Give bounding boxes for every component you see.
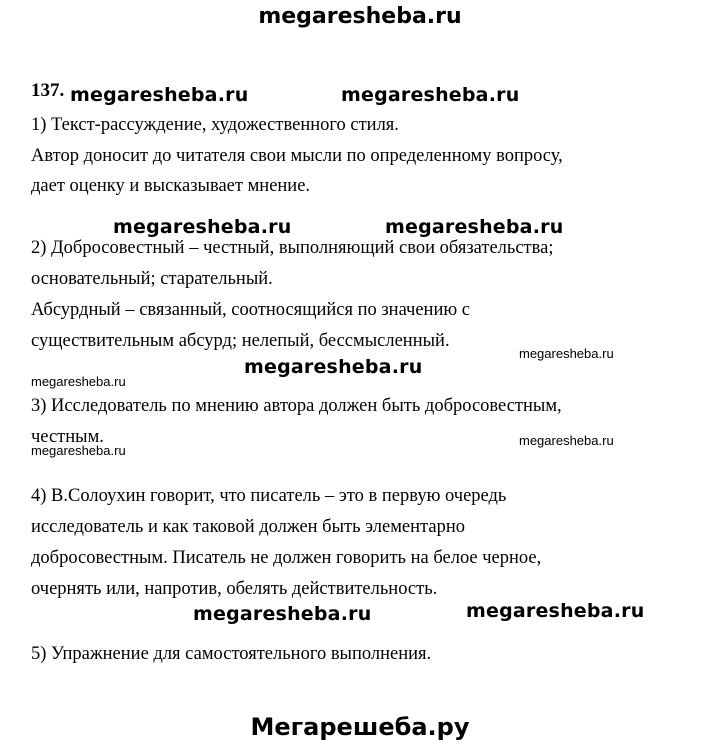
exercise-number: 137.: [31, 80, 65, 101]
watermark-small: megaresheba.ru: [31, 443, 126, 458]
answer-4-line-2: исследователь и как таковой должен быть элементарно: [31, 517, 465, 537]
answer-4-line-4: очернять или, напротив, обелять действительность.: [31, 579, 438, 599]
answer-4-line-1: 4) В.Солоухин говорит, что писатель – это в первую очередь: [31, 486, 507, 506]
answer-1-line-3: дает оценку и высказывает мнение.: [31, 176, 311, 196]
watermark: megaresheba.ru: [466, 600, 645, 622]
watermark: megaresheba.ru: [70, 84, 249, 106]
watermark: megaresheba.ru: [385, 216, 564, 238]
watermark-small: megaresheba.ru: [519, 433, 614, 448]
answer-2-line-4: существительным абсурд; нелепый, бессмысленный.: [31, 331, 450, 351]
answer-4-line-3: добросовестным. Писатель не должен говорить на белое черное,: [31, 548, 542, 568]
page-header-site: megaresheba.ru: [258, 4, 462, 29]
watermark: megaresheba.ru: [113, 216, 292, 238]
watermark: megaresheba.ru: [341, 84, 520, 106]
answer-3-line-2: честным.: [31, 427, 104, 447]
watermark-small: megaresheba.ru: [31, 374, 126, 389]
answer-2-line-3: Абсурдный – связанный, соотносящийся по значению с: [31, 300, 471, 320]
answer-1-line-2: Автор доносит до читателя свои мысли по определенному вопросу,: [31, 146, 563, 166]
page-footer-site: Мегарешеба.ру: [250, 713, 470, 741]
answer-5-line-1: 5) Упражнение для самостоятельного выполнения.: [31, 644, 432, 664]
answer-3-line-1: 3) Исследователь по мнению автора должен быть добросовестным,: [31, 396, 562, 416]
answer-2-line-1: 2) Добросовестный – честный, выполняющий свои обязательства;: [31, 238, 554, 258]
watermark: megaresheba.ru: [244, 356, 423, 378]
answer-2-line-2: основательный; старательный.: [31, 269, 273, 289]
watermark: megaresheba.ru: [193, 603, 372, 625]
watermark-small: megaresheba.ru: [519, 346, 614, 361]
answer-1-line-1: 1) Текст-рассуждение, художественного стиля.: [31, 115, 399, 135]
